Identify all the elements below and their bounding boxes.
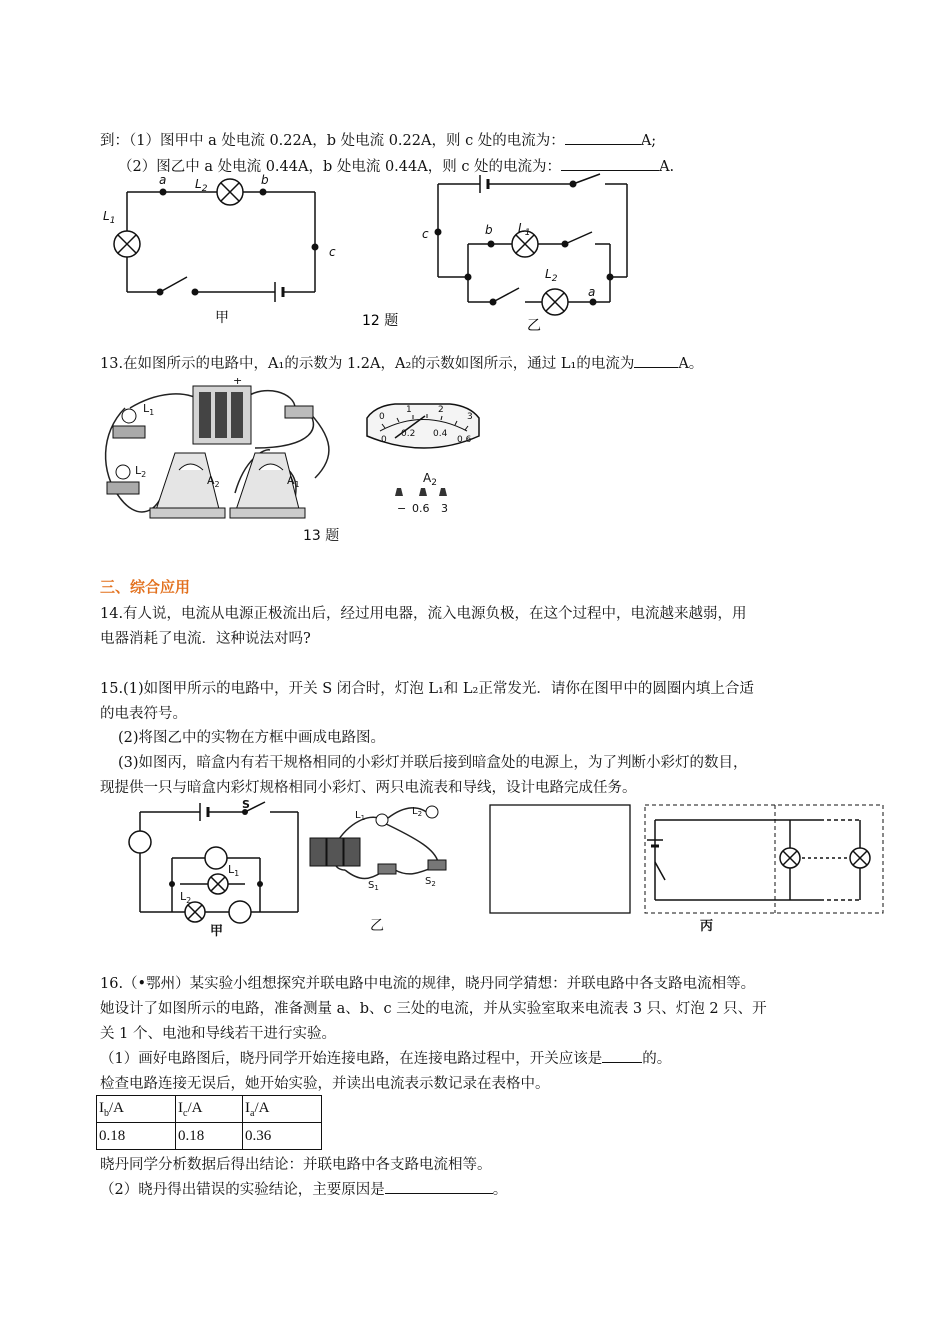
q16-line3: 关 1 个、电池和导线若干进行实验。 [100, 1026, 336, 1042]
battery-cell [344, 838, 360, 866]
q15-line5: 现提供一只与暗盒内彩灯规格相同小彩灯、两只电流表和导线，设计电路完成任务。 [100, 780, 637, 796]
svg-text:L1: $L_1$ [355, 810, 366, 822]
q16-line2: 她设计了如图所示的电路，准备测量 a、b、c 三处的电流，并从实验室取来电流表 3 只、灯泡 2 只、开 [100, 1001, 767, 1017]
dial-bottom-tick: 0.6 [457, 435, 472, 445]
table-header-row [97, 1096, 322, 1123]
bulb-L2-label: $L_2$ [135, 464, 147, 479]
q13-figures [95, 378, 525, 548]
svg-text:A2: $A_2$ [207, 474, 220, 489]
figure-jia-caption: 甲 [215, 310, 229, 326]
point-c-label-yi: c [422, 227, 429, 241]
q13-caption: 13 题 [303, 528, 340, 544]
table-cell: 0.18 [176, 1123, 243, 1150]
q12-line2: （2）图乙中 a 处电流 0.44A，b 处电流 0.44A，则 c 处的电流为： A. [118, 155, 674, 176]
dial-bottom-tick: 0.4 [433, 429, 448, 439]
q14-line2: 电器消耗了电流．这种说法对吗? [100, 631, 311, 647]
answer-blank[interactable] [565, 130, 641, 145]
svg-text:L2: $L_2$ [412, 806, 423, 818]
terminal-label: 3 [441, 502, 448, 515]
q14-line1: 14.有人说，电流从电源正极流出后，经过用电器，流入电源负极，在这个过程中，电流越来越弱，用 [100, 606, 747, 622]
q16-line1: 16.（•鄂州）某实验小组想探究并联电路中电流的规律，晓丹同学猜想：并联电路中各支路电流相等。 [100, 976, 756, 992]
figure-bing-caption: 丙 [700, 919, 714, 934]
dial-top-tick: 3 [467, 412, 473, 422]
q15-line4: (3)如图丙，暗盒内有若干规格相同的小彩灯并联后接到暗盒处的电源上，为了判断小彩灯的数目， [118, 755, 748, 771]
drawing-answer-box[interactable] [490, 805, 630, 913]
dial-top-tick: 1 [406, 405, 412, 415]
table-header-cell: $I_c/A$ [176, 1096, 243, 1123]
battery-cell [327, 838, 343, 866]
bulb-L1-label: $L_1$ [143, 402, 155, 417]
q12-line1: 到：（1）图甲中 a 处电流 0.22A，b 处电流 0.22A，则 c 处的电流为： A; [100, 129, 656, 150]
bulb-L2-holder [107, 482, 139, 494]
q12-circuit-figures [95, 172, 655, 342]
svg-text:S2: $S_2$ [425, 876, 436, 888]
figure-yi-caption: 乙 [370, 918, 384, 934]
q15-line2: 的电表符号。 [100, 706, 187, 722]
switch-S-label: S [242, 800, 250, 811]
lamp-L2-label: $L_2$ [195, 177, 208, 194]
terminal-label: 0.6 [412, 502, 430, 515]
dial-top-tick: 0 [379, 412, 385, 422]
dial-top-tick: 2 [438, 405, 444, 415]
q16-line5: 检查电路连接无误后，她开始实验，并读出电流表示数记录在表格中。 [100, 1076, 550, 1092]
svg-text:S1: $S_1$ [368, 880, 379, 892]
answer-blank[interactable] [634, 353, 678, 368]
point-a-label-yi: a [588, 285, 596, 299]
table-row [97, 1123, 322, 1150]
dial-bottom-tick: 0 [381, 435, 387, 445]
switch [285, 406, 313, 418]
ammeter-A2-dial [367, 404, 479, 515]
q13-text: 13.在如图所示的电路中，A₁的示数为 1.2A，A₂的示数如图所示，通过 L₁的电流为 A。 [100, 352, 703, 373]
figure-yi-caption: 乙 [527, 318, 541, 334]
dark-box [645, 805, 883, 913]
point-c-label: c [329, 245, 336, 259]
answer-blank[interactable] [602, 1048, 642, 1063]
section-heading: 三、综合应用 [100, 578, 191, 596]
data-table [96, 1095, 322, 1150]
svg-text:A1: $A_1$ [287, 474, 300, 489]
svg-text:L1: $L_1$ [228, 863, 240, 878]
svg-text:+: + [233, 378, 243, 387]
dial-bottom-tick: 0.2 [401, 429, 416, 439]
q16-line4: （1）画好电路图后，晓丹同学开始连接电路，在连接电路过程中，开关应该是 的。 [100, 1047, 671, 1068]
table-header-cell: $I_a/A$ [243, 1096, 322, 1123]
answer-blank[interactable] [385, 1179, 493, 1194]
figure-jia-caption: 甲 [210, 924, 224, 939]
q15-figures [120, 800, 900, 940]
bulb-L1-holder [113, 426, 145, 438]
lamp-L2-label-yi: $L_2$ [545, 267, 558, 284]
q16-line7: （2）晓丹得出错误的实验结论，主要原因是 。 [100, 1178, 507, 1199]
battery-cell [310, 838, 326, 866]
q15-line3: (2)将图乙中的实物在方框中画成电路图。 [118, 730, 386, 746]
q15-line1: 15.(1)如图甲所示的电路中，开关 S 闭合时，灯泡 L₁和 L₂正常发光．请你在图甲中的圆圈内填上合适 [100, 681, 754, 697]
svg-text:L2: $L_2$ [180, 890, 192, 905]
terminal-label: − [397, 502, 407, 515]
point-b-label: b [261, 173, 269, 187]
answer-blank[interactable] [561, 156, 659, 171]
table-cell: 0.36 [243, 1123, 322, 1150]
table-header-cell: $I_b/A$ [97, 1096, 176, 1123]
lamp-L1-label-yi: $L_1$ [518, 221, 531, 238]
dial-meter-label: $A_2$ [423, 471, 437, 488]
q16-line6: 晓丹同学分析数据后得出结论：并联电路中各支路电流相等。 [100, 1157, 492, 1173]
table-cell: 0.18 [97, 1123, 176, 1150]
point-b-label-yi: b [485, 223, 493, 237]
q12-caption: 12 题 [362, 313, 399, 329]
lamp-L1-label: $L_1$ [103, 209, 116, 226]
point-a-label: a [159, 173, 167, 187]
